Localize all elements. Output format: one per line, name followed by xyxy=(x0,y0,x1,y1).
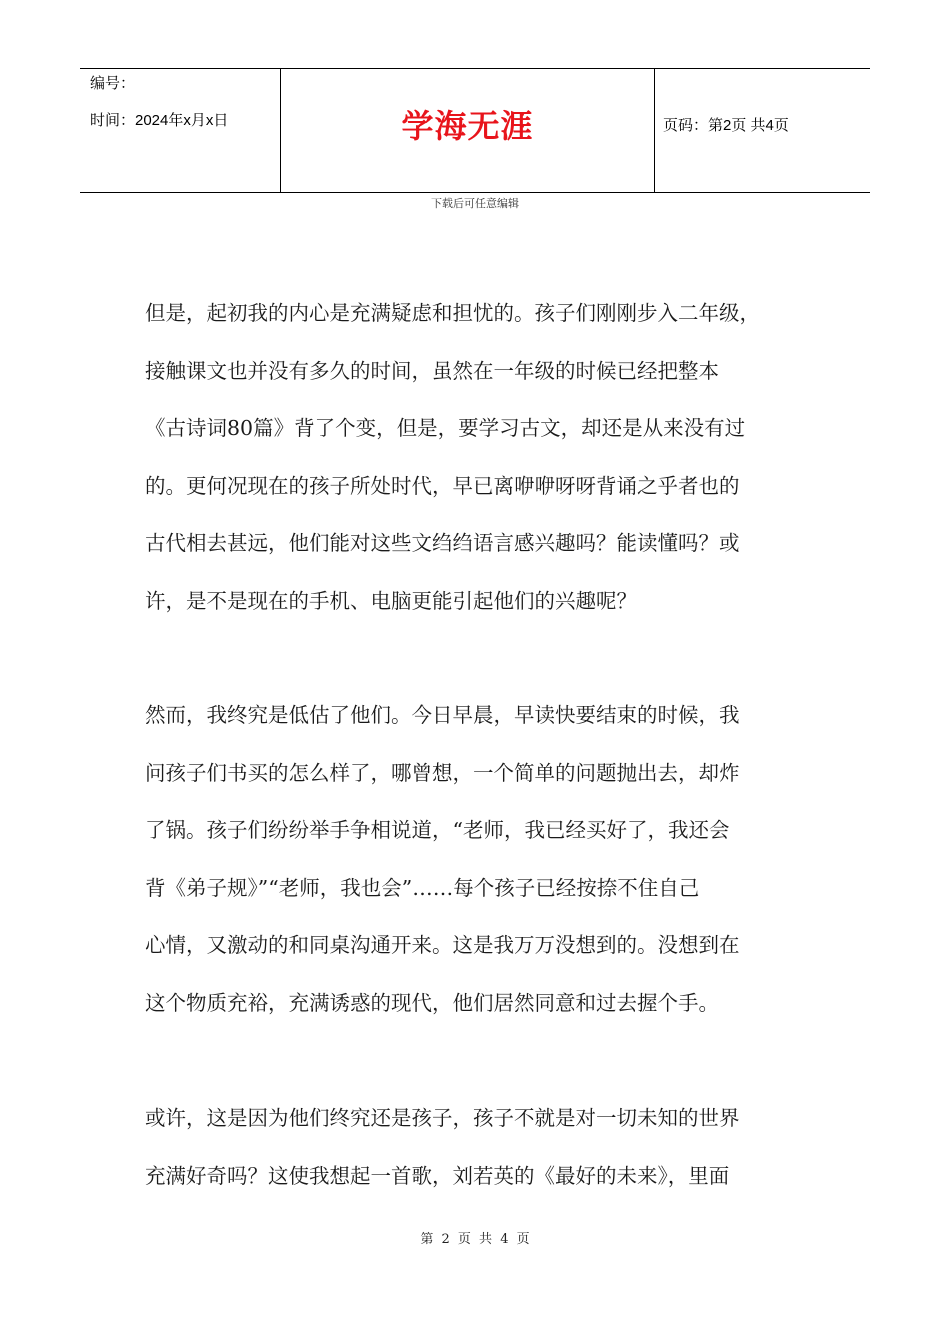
paragraph-line: 心情，又激动的和同桌沟通开来。这是我万万没想到的。没想到在 xyxy=(145,933,740,957)
page-info-label: 页码：第2页 共4页 xyxy=(663,117,789,134)
header-right-cell xyxy=(655,69,870,192)
paragraph-2 xyxy=(145,687,815,1032)
paragraph-line: 接触课文也并没有多久的时间，虽然在一年级的时候已经把整本 xyxy=(145,358,719,383)
editable-note: 下载后可任意编辑 xyxy=(431,197,519,210)
document-number-label: 编号： xyxy=(90,75,136,92)
paragraph-line: 但是，起初我的内心是充满疑虑和担忧的。孩子们刚刚步入二年级， xyxy=(145,301,760,325)
header-title: 学海无涯 xyxy=(401,107,534,145)
paragraph-line: 问孩子们书买的怎么样了，哪曾想，一个简单的问题抛出去，却炸 xyxy=(145,760,740,785)
header-middle-cell xyxy=(281,69,655,192)
paragraph-line: 《古诗词80篇》背了个变，但是，要学习古文，却还是从来没有过 xyxy=(145,416,746,440)
page-footer: 第 2 页 共 4 页 xyxy=(420,1232,530,1247)
header-left-cell xyxy=(80,69,281,192)
paragraph-line: 充满好奇吗？这使我想起一首歌，刘若英的《最好的未来》，里面 xyxy=(145,1163,730,1188)
paragraph-line: 许，是不是现在的手机、电脑更能引起他们的兴趣呢？ xyxy=(145,588,637,613)
paragraph-line: 了锅。孩子们纷纷举手争相说道，“老师，我已经买好了，我还会 xyxy=(145,818,730,842)
paragraph-3 xyxy=(145,1090,815,1205)
paragraph-line: 或许，这是因为他们终究还是孩子，孩子不就是对一切未知的世界 xyxy=(145,1106,740,1130)
paragraph-line: 背《弟子规》”“老师，我也会”……每个孩子已经按捺不住自己 xyxy=(145,875,700,900)
paragraph-line: 的。更何况现在的孩子所处时代，早已离咿咿呀呀背诵之乎者也的 xyxy=(145,473,740,498)
paragraph-line: 这个物质充裕，充满诱惑的现代，他们居然同意和过去握个手。 xyxy=(145,990,719,1015)
paragraph-1 xyxy=(145,285,815,630)
document-date-label: 时间：2024年x月x日 xyxy=(90,112,229,129)
paragraph-line: 古代相去甚远，他们能对这些文绉绉语言感兴趣吗？能读懂吗？或 xyxy=(145,531,740,555)
document-header-table xyxy=(80,68,870,193)
paragraph-line: 然而，我终究是低估了他们。今日早晨，早读快要结束的时候，我 xyxy=(145,703,740,727)
